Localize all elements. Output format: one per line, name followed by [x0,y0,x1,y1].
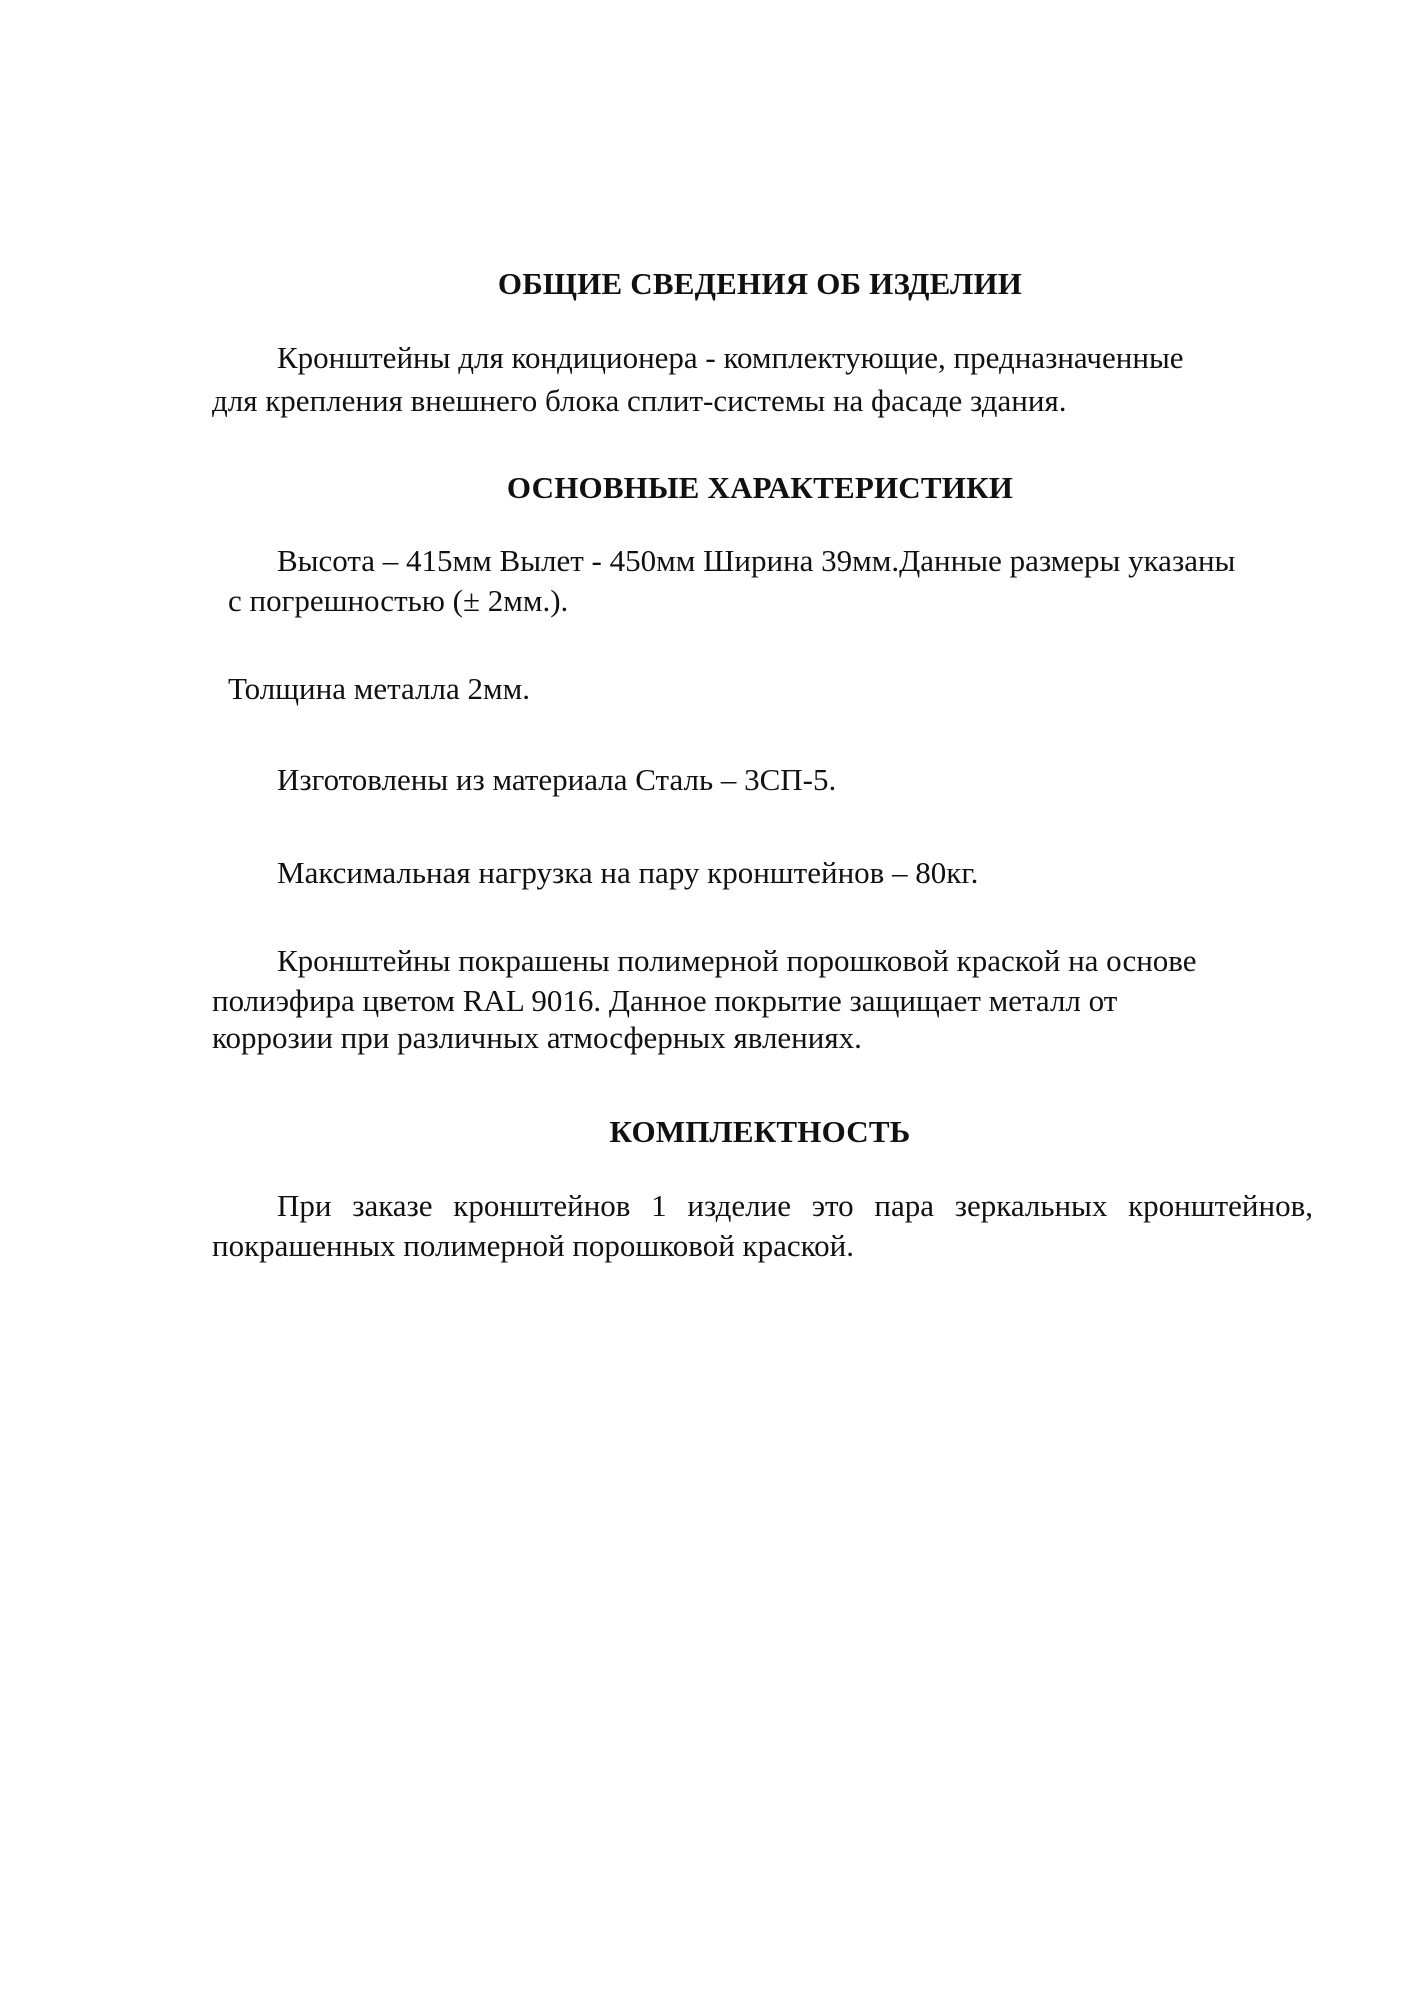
heading-main-specs: ОСНОВНЫЕ ХАРАКТЕРИСТИКИ [506,470,1014,505]
specs-material: Изготовлены из материала Сталь – 3СП-5. [277,762,837,797]
specs-coating-line-3: коррозии при различных атмосферных явлениях. [212,1020,862,1055]
heading-general-info: ОБЩИЕ СВЕДЕНИЯ ОБ ИЗДЕЛИИ [497,266,1023,301]
specs-thickness: Толщина металла 2мм. [228,671,530,706]
specs-dimensions-line-2: с погрешностью (± 2мм.). [228,583,569,618]
general-info-line-1: Кронштейны для кондиционера - комплектующие, предназначенные [277,340,1184,375]
specs-coating-line-2: полиэфира цветом RAL 9016. Данное покрытие защищает металл от [212,983,1118,1018]
specs-dimensions-line-1: Высота – 415мм Вылет - 450мм Ширина 39мм.Данные размеры указаны [277,543,1236,578]
heading-kit: КОМПЛЕКТНОСТЬ [609,1114,911,1149]
specs-coating-line-1: Кронштейны покрашены полимерной порошковой краской на основе [277,943,1197,978]
kit-line-2: покрашенных полимерной порошковой краской. [212,1228,854,1263]
general-info-line-2: для крепления внешнего блока сплит-системы на фасаде здания. [212,383,1067,418]
specs-load: Максимальная нагрузка на пару кронштейнов – 80кг. [277,855,979,890]
kit-line-1: При заказе кронштейнов 1 изделие это пара зеркальных кронштейнов, [277,1188,1313,1223]
